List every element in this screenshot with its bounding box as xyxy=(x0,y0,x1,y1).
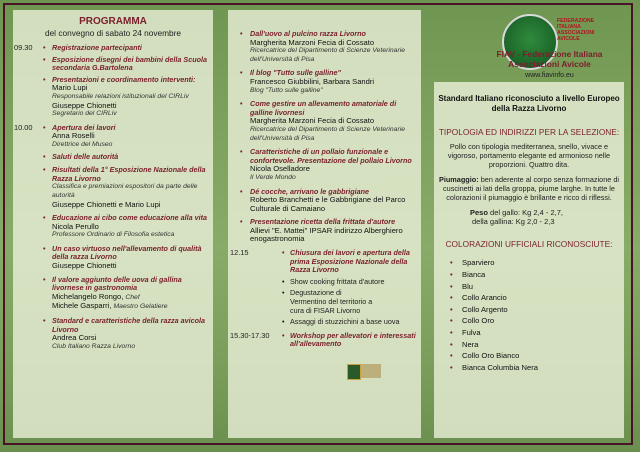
speaker-name: Allievi "E. Mattei" IPSAR indirizzo Alberghiero enogastronomia xyxy=(250,225,403,244)
program-item xyxy=(232,148,417,182)
program-panel-middle xyxy=(228,10,421,438)
speaker-name: Margherita Marzoni Fecia di Cossato xyxy=(250,37,375,47)
org-name: FIAV - Federazione Italiana Associazioni Avicole xyxy=(496,49,603,69)
speaker-name: Giuseppe Chionetti xyxy=(52,261,117,271)
speaker-role: Direttrice del Museo xyxy=(52,140,113,148)
item-title: • Presentazione ricetta della frittata d'autore xyxy=(232,218,417,227)
weight-hen: della gallina: Kg 2,0 - 2,3 xyxy=(472,217,555,227)
plumage-paragraph xyxy=(438,176,620,203)
program-item xyxy=(232,218,417,244)
list-item: • Collo Oro Bianco xyxy=(450,350,620,362)
list-item: • Fulva xyxy=(450,327,620,339)
speaker-role: Responsabile relazioni istituzionali del CIRLiv xyxy=(52,92,189,100)
speaker-role: Blog "Tutto sulle galline" xyxy=(250,86,323,94)
colors-list xyxy=(438,257,620,373)
item-title: • Registrazione partecipanti xyxy=(18,44,208,53)
standard-heading: Standard Italiano riconosciuto a livello Europeo della Razza Livorno xyxy=(438,94,620,113)
speaker-role: Chef xyxy=(125,293,140,301)
program-panel-left xyxy=(13,10,213,438)
program-item xyxy=(232,318,417,327)
speaker-role: Professore Ordinario di Filosofia estetica xyxy=(52,231,175,239)
program-item xyxy=(18,56,208,73)
time-label: 10.00 xyxy=(14,122,33,132)
item-title: • Esposizione disegni dei bambini della Scuola secondaria G.Bartolena xyxy=(18,56,208,73)
speaker-name: Giuseppe Chionetti xyxy=(52,100,117,110)
fiav-logo-text: FEDERAZIONE ITALIANA ASSOCIAZIONI AVICOLE xyxy=(557,18,595,42)
program-item xyxy=(232,30,417,64)
speaker-role: Segretario del CIRLiv xyxy=(52,110,117,118)
item-title: • Un caso virtuoso nell'allevamento di qualità della razza Livorno xyxy=(18,245,208,262)
speaker-role: Club Italiano Razza Livorno xyxy=(52,342,136,350)
program-item xyxy=(14,122,208,150)
colors-heading: COLORAZIONI UFFICIALI RICONOSCIUTE: xyxy=(445,239,613,250)
weight-label: Peso xyxy=(470,208,488,218)
website-link[interactable]: www.fiavinfo.eu xyxy=(525,72,574,79)
list-item: • Bianca Columbia Nera xyxy=(450,362,620,374)
program-item xyxy=(18,166,208,209)
weight-rooster: del gallo: Kg 2,4 - 2,7, xyxy=(490,208,563,218)
program-item xyxy=(232,289,417,315)
program-item xyxy=(232,100,417,143)
time-label: 15.30-17.30 xyxy=(230,330,270,340)
fisar-logo xyxy=(347,364,361,380)
item-title: • Come gestire un allevamento amatoriale di galline livornesi xyxy=(232,100,417,117)
list-item: • Blu xyxy=(450,281,620,293)
program-item xyxy=(232,332,417,349)
weight-info xyxy=(438,208,620,226)
item-title: • Il valore aggiunto delle uova di gallina livornese in gastronomia xyxy=(18,276,208,293)
speaker-role: Ricercatrice del Dipartimento di Scienze Veterinarie dell'Università di Pisa xyxy=(250,47,406,63)
item-title: • Educazione ai cibo come educazione alla vita xyxy=(18,214,208,223)
types-body: Pollo con tipologia mediterranea, snello, vivace e vigoroso, portamento elegante ed armonioso nelle proporzioni. Quattro dita. xyxy=(447,142,611,169)
item-title: • Il blog "Tutto sulle galline" xyxy=(232,69,417,78)
list-item: • Nera xyxy=(450,339,620,351)
speaker-role: Maestro Gelatiere xyxy=(113,303,168,311)
item-description: Classifica e premiazioni espositori da parte delle autorità xyxy=(52,183,198,199)
program-item xyxy=(18,76,208,119)
program-item xyxy=(232,188,417,214)
speaker-name: Andrea Corsi xyxy=(52,333,97,343)
speaker-role: Il Verde Mondo xyxy=(250,173,296,181)
speaker-name: Mario Lupi xyxy=(52,83,88,93)
program-title: PROGRAMMA xyxy=(79,16,147,27)
list-item: • Collo Arancio xyxy=(450,292,620,304)
list-item: • Collo Oro xyxy=(450,315,620,327)
speaker-name: Margherita Marzoni Fecia di Cossato xyxy=(250,116,375,126)
program-item xyxy=(232,278,417,287)
plumage-label: Piumaggio: xyxy=(438,174,479,184)
program-subtitle: del convegno di sabato 24 novembre xyxy=(44,28,182,38)
speaker-name: Michele Gasparri, xyxy=(52,301,112,311)
item-title: • Workshop per allevatori e interessati all'allevamento xyxy=(232,332,417,349)
speaker-role: Ricercatrice del Dipartimento di Scienze Veterinarie dell'Università di Pisa xyxy=(250,125,406,142)
program-item xyxy=(18,153,208,162)
plumage-body: ben aderente al corpo senza formazione di cuscinetti ai lati della groppa, piume larghe. In tutte le colorazioni il piumaggio è brillante e ricco di riflessi. xyxy=(443,174,620,202)
speaker-name: Francesco Giubbilini, Barbara Sandri xyxy=(250,76,375,86)
item-title: • Dé cocche, arrivano le gabbrigiane xyxy=(232,188,417,197)
program-item xyxy=(18,214,208,240)
time-label: 12.15 xyxy=(230,248,249,258)
time-label: 09.30 xyxy=(14,43,33,52)
item-title: • Standard e caratteristiche della razza avicola Livorno xyxy=(18,317,208,334)
speaker-name: Nicola Perullo xyxy=(52,221,99,231)
item-title: • Risultati della 1° Esposizione Nazionale della Razza Livorno xyxy=(18,166,208,183)
item-text: • Degustazione di Vermentino del territorio a cura di FISAR Livorno xyxy=(232,289,417,315)
standard-panel xyxy=(434,82,624,438)
speaker-name: Giuseppe Chionetti e Mario Lupi xyxy=(52,199,161,209)
program-item xyxy=(18,276,208,312)
speaker-name: Nicola Oselladore xyxy=(250,164,310,174)
item-title: • Chiusura dei lavori e apertura della prima Esposizione Nazionale della Razza Livorno xyxy=(232,249,417,275)
program-item xyxy=(14,43,208,53)
item-title: • Apertura dei lavori xyxy=(18,124,208,133)
item-title: • Presentazioni e coordinamento interventi: xyxy=(18,76,208,85)
program-item xyxy=(18,317,208,351)
speaker-name: Michelangelo Rongo, xyxy=(52,291,124,301)
types-heading: TIPOLOGIA ED INDIRIZZI PER LA SELEZIONE: xyxy=(438,127,620,137)
item-text: • Assaggi di stuzzichini a base uova xyxy=(232,318,417,327)
item-title: • Dall'uovo al pulcino razza Livorno xyxy=(232,30,417,39)
list-item: • Bianca xyxy=(450,269,620,281)
item-title: • Saluti delle autorità xyxy=(18,153,208,162)
program-item xyxy=(18,245,208,271)
item-text: • Show cooking frittata d'autore xyxy=(232,278,417,287)
speaker-name: Roberto Branchetti e le Gabbrigiane del Parco Culturale di Camaiano xyxy=(250,195,406,213)
fisar-logo-text xyxy=(361,364,381,378)
program-item xyxy=(232,69,417,95)
list-item: • Sparviero xyxy=(450,257,620,269)
item-title: • Caratteristiche di un pollaio funzionale e confortevole. Presentazione del pollaio Livorno xyxy=(232,148,417,165)
list-item: • Collo Argento xyxy=(450,304,620,316)
program-item xyxy=(232,249,417,275)
speaker-name: Anna Roselli xyxy=(52,131,95,141)
